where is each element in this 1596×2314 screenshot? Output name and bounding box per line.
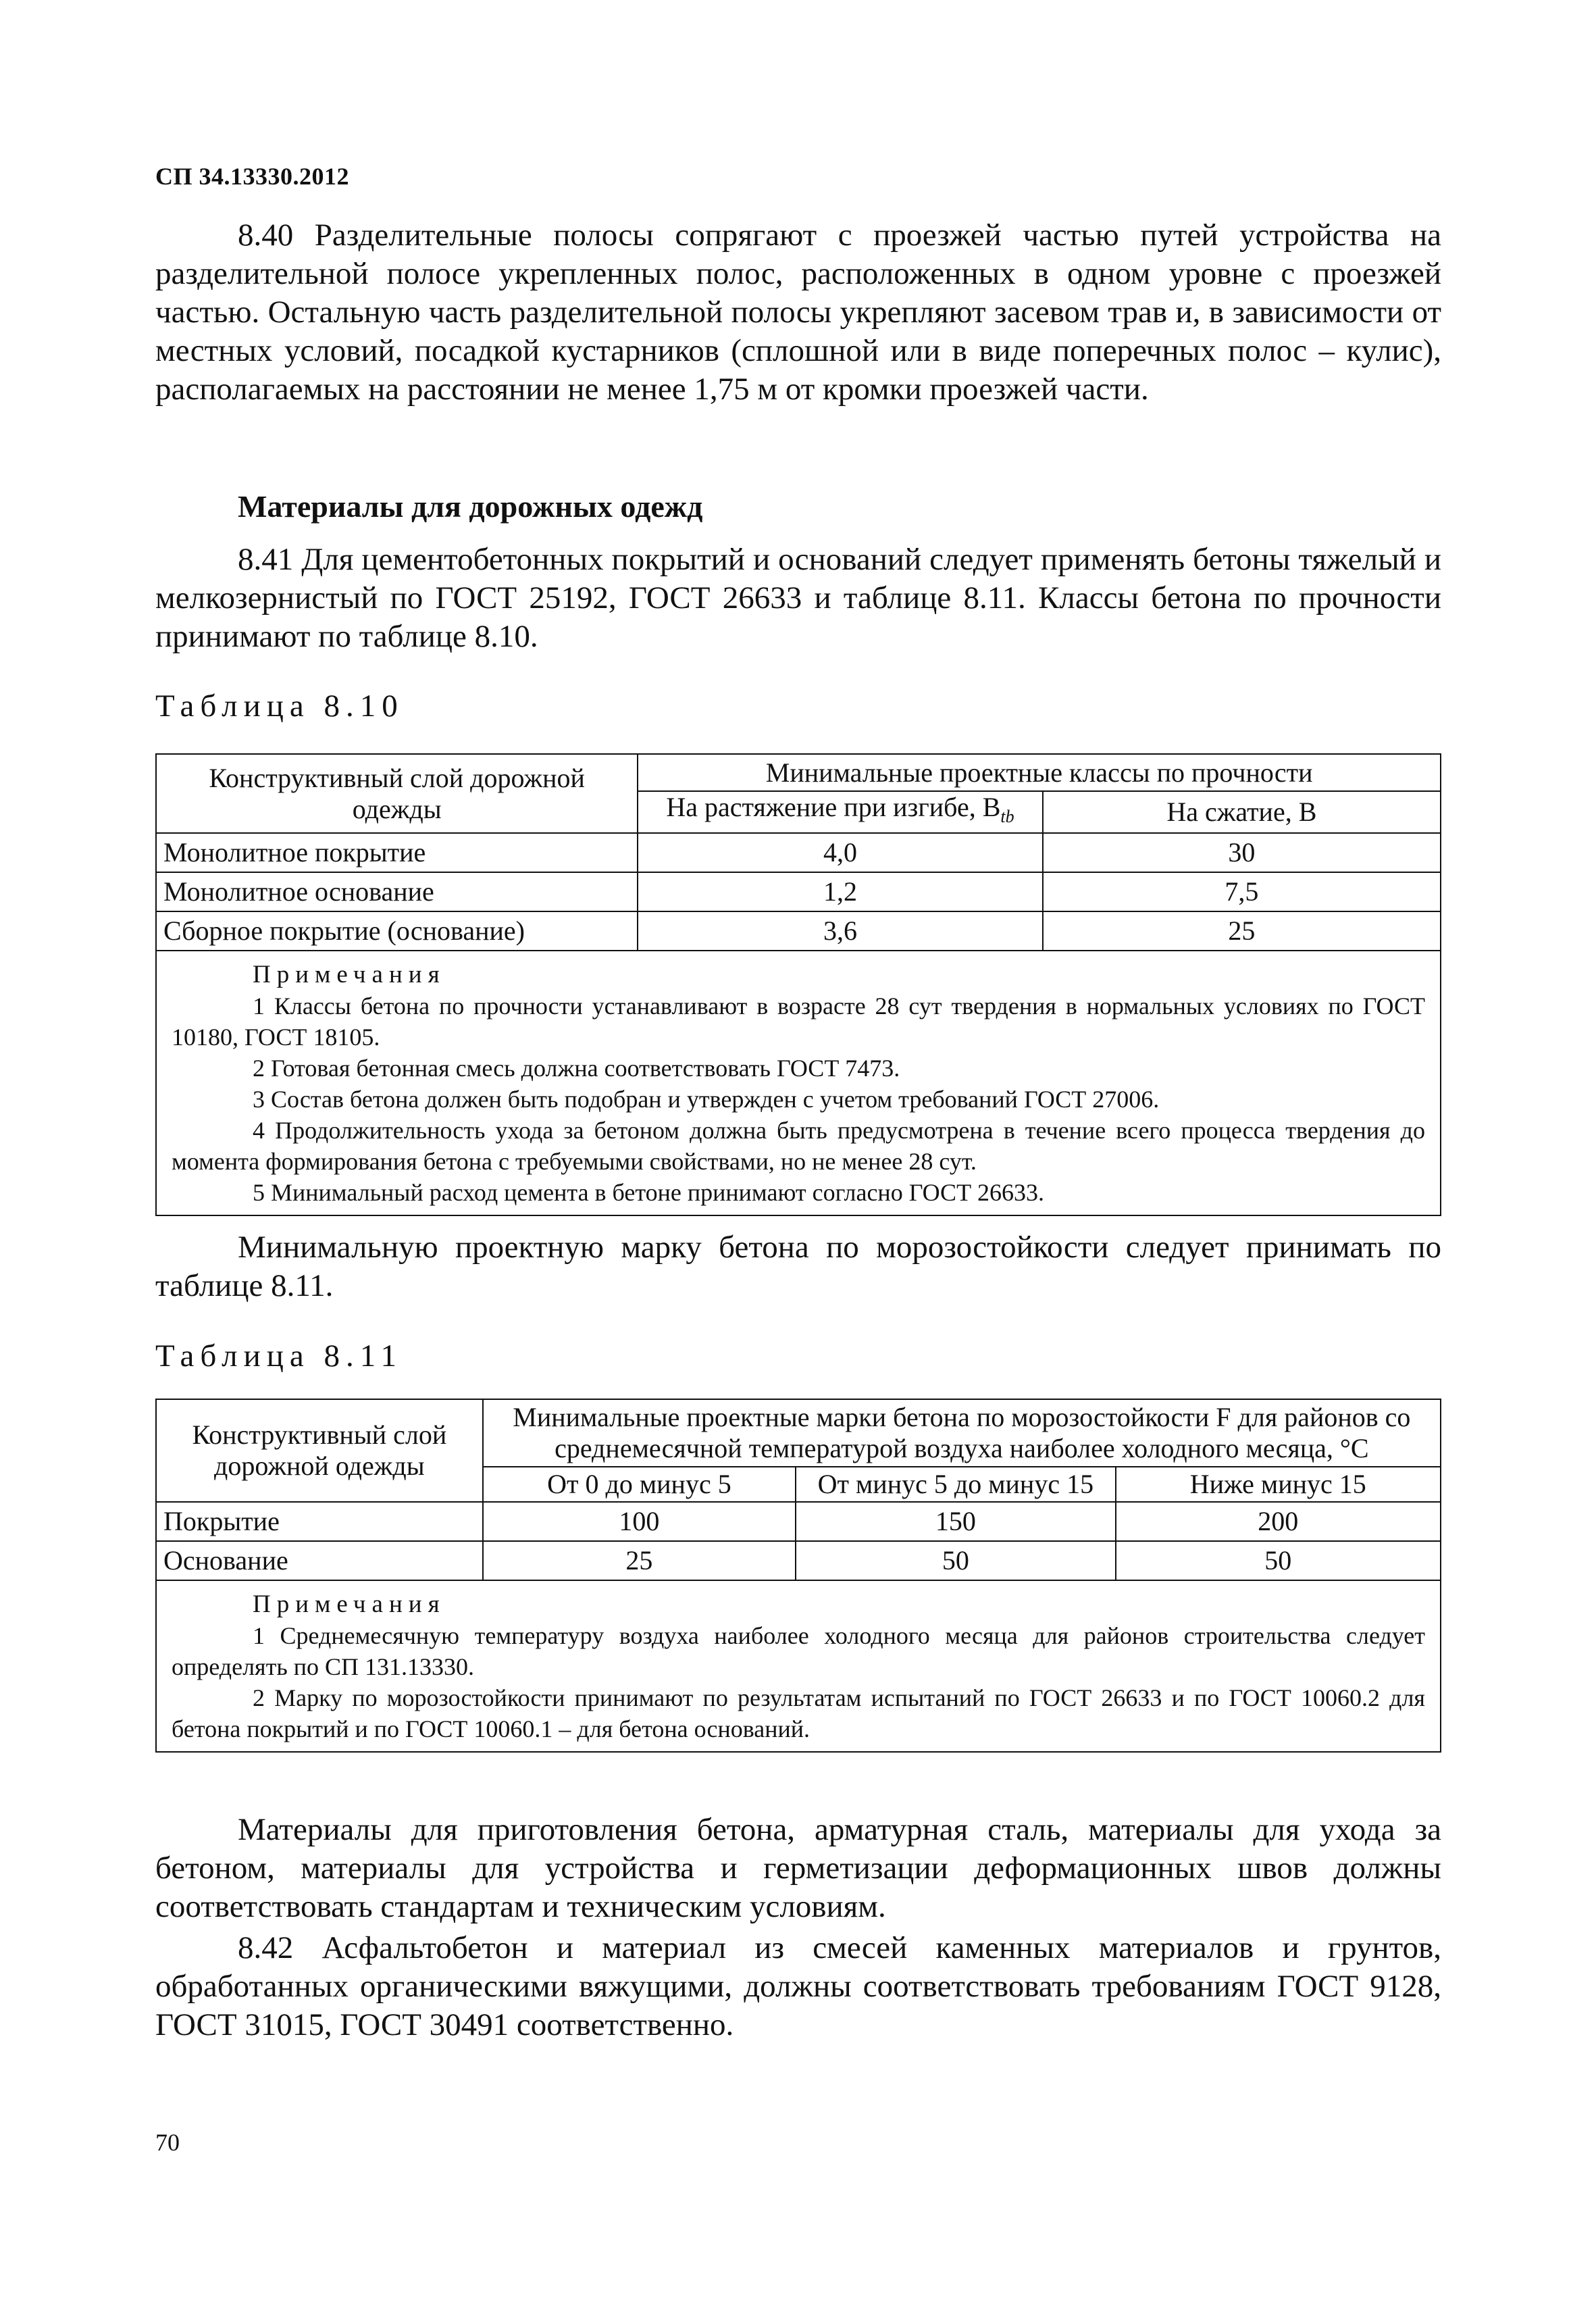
paragraph-min-grade: Минимальную проектную марку бетона по морозостойкости следует принимать по таблице 8.11. (155, 1230, 1441, 1303)
note-item: 5 Минимальный расход цемента в бетоне принимают согласно ГОСТ 26633. (253, 1179, 1045, 1206)
document-code: СП 34.13330.2012 (155, 163, 349, 190)
table-cell-value: 50 (1116, 1541, 1441, 1580)
table-8-11-caption: Таблица 8.11 (155, 1338, 403, 1374)
table-row (156, 911, 1441, 951)
paragraph-8-42: 8.42 Асфальтобетон и материал из смесей каменных материалов и грунтов, обработанных органическими вяжущими, должны соответствовать требованиям ГОСТ 9128, ГОСТ 31015, ГОСТ 30491 соответственно. (155, 1930, 1441, 2042)
section-heading-materials: Материалы для дорожных одежд (238, 489, 703, 524)
table-8-11-header-layer: Конструктивный слой дорожной одежды (156, 1399, 483, 1502)
table-8-10-caption: Таблица 8.10 (155, 688, 404, 724)
table-cell-value: 50 (796, 1541, 1115, 1580)
paragraph-materials: Материалы для приготовления бетона, арматурная сталь, материалы для ухода за бетоном, материалы для устройства и герметизации деформационных швов должны соответствовать стандартам и техническим условиям. (155, 1812, 1441, 1924)
table-8-10-header-group: Минимальные проектные классы по прочности (638, 754, 1441, 791)
note-item: 2 Марку по морозостойкости принимают по результатам испытаний по ГОСТ 26633 и по ГОСТ 10060.2 для бетона покрытий и по ГОСТ 10060.1 – для бетона оснований. (172, 1684, 1425, 1742)
table-cell-compression: 7,5 (1043, 872, 1441, 911)
table-8-10-notes (156, 951, 1441, 1215)
table-8-11-col-2: Ниже минус 15 (1116, 1467, 1441, 1502)
note-item: 3 Состав бетона должен быть подобран и утвержден с учетом требований ГОСТ 27006. (253, 1086, 1160, 1113)
table-cell-compression: 25 (1043, 911, 1441, 951)
tension-header-subscript: tb (1000, 807, 1014, 826)
table-8-11-notes (156, 1580, 1441, 1752)
table-row (156, 833, 1441, 872)
table-cell-value: 200 (1116, 1502, 1441, 1541)
table-8-10-header-layer: Конструктивный слой дорожной одежды (156, 754, 638, 833)
note-item: 2 Готовая бетонная смесь должна соответствовать ГОСТ 7473. (253, 1055, 900, 1082)
table-cell-layer: Основание (156, 1541, 483, 1580)
table-8-10-header-compression: На сжатие, B (1043, 791, 1441, 833)
table-cell-compression: 30 (1043, 833, 1441, 872)
table-cell-layer: Монолитное основание (156, 872, 638, 911)
table-cell-layer: Покрытие (156, 1502, 483, 1541)
table-8-11-col-0: От 0 до минус 5 (483, 1467, 796, 1502)
notes-title: Примечания (253, 961, 446, 988)
table-8-10 (155, 753, 1441, 1216)
table-cell-value: 25 (483, 1541, 796, 1580)
table-cell-tension: 1,2 (638, 872, 1042, 911)
table-cell-value: 100 (483, 1502, 796, 1541)
tension-header-text: На растяжение при изгибе, B (666, 792, 1001, 822)
paragraph-8-40: 8.40 Разделительные полосы сопрягают с проезжей частью путей устройства на разделительной полосе укрепленных полос, расположенных в одном уровне с проезжей частью. Остальную часть разделительной полосы укрепляют засевом трав и, в зависимости от местных условий, посадкой кустарников (сплошной или в виде поперечных полос – кулис), располагаемых на расстоянии не менее 1,75 м от кромки проезжей части. (155, 218, 1441, 407)
table-cell-tension: 3,6 (638, 911, 1042, 951)
table-cell-tension: 4,0 (638, 833, 1042, 872)
table-cell-layer: Монолитное покрытие (156, 833, 638, 872)
table-8-11-header-group: Минимальные проектные марки бетона по морозостойкости F для районов со среднемесячной температурой воздуха наиболее холодного месяца, °С (483, 1399, 1441, 1467)
table-row (156, 1502, 1441, 1541)
table-8-11 (155, 1399, 1441, 1753)
table-8-10-header-tension (638, 791, 1042, 833)
note-item: 1 Среднемесячную температуру воздуха наиболее холодного месяца для районов строительства следует определять по СП 131.13330. (172, 1622, 1425, 1680)
note-item: 4 Продолжительность ухода за бетоном должна быть предусмотрена в течение всего процесса твердения до момента формирования бетона с требуемыми свойствами, но не менее 28 сут. (172, 1117, 1425, 1175)
page-number: 70 (155, 2129, 180, 2156)
table-row (156, 872, 1441, 911)
notes-title: Примечания (253, 1590, 446, 1618)
note-item: 1 Классы бетона по прочности устанавливают в возрасте 28 сут твердения в нормальных условиях по ГОСТ 10180, ГОСТ 18105. (172, 992, 1425, 1051)
paragraph-8-41: 8.41 Для цементобетонных покрытий и оснований следует применять бетоны тяжелый и мелкозернистый по ГОСТ 25192, ГОСТ 26633 и таблице 8.11. Классы бетона по прочности принимают по таблице 8.10. (155, 542, 1441, 654)
table-row (156, 1541, 1441, 1580)
table-8-11-col-1: От минус 5 до минус 15 (796, 1467, 1115, 1502)
table-cell-value: 150 (796, 1502, 1115, 1541)
table-cell-layer: Сборное покрытие (основание) (156, 911, 638, 951)
